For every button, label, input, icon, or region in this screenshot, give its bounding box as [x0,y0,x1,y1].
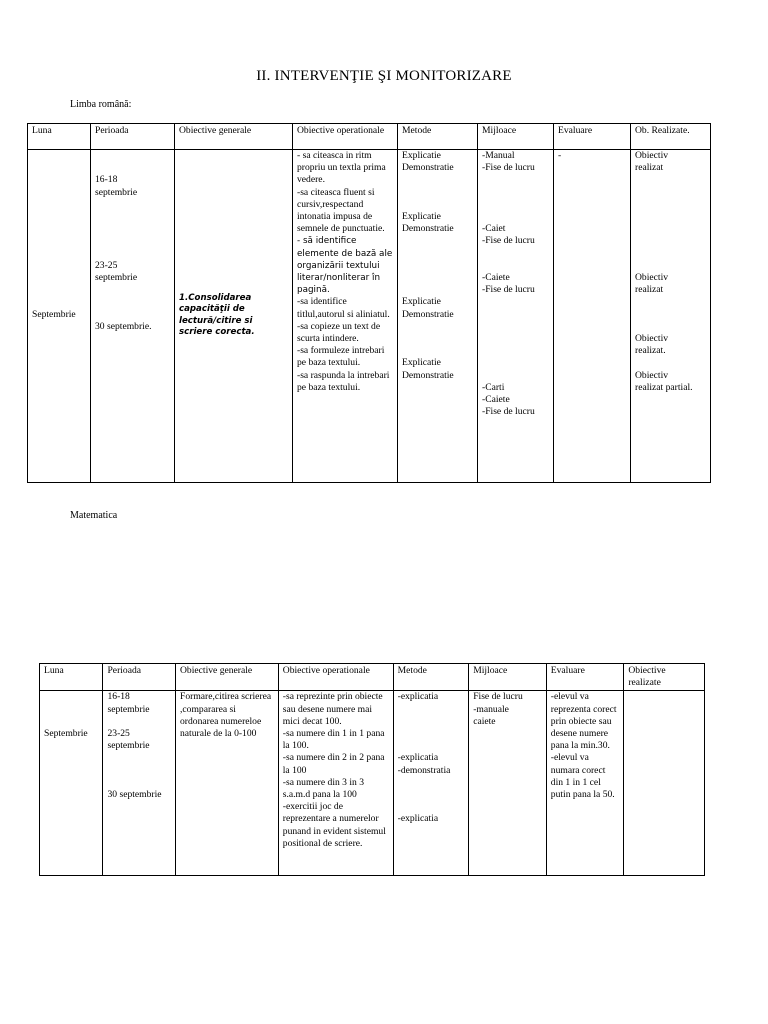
cell-obiective-generale: 1.Consolidarea capacităţii de lectură/citire si scriere corecta. [175,150,293,483]
table-row [28,150,711,483]
cell-evaluare: -elevul va reprezenta corect prin obiecte sau desene numere pana la min.30. -elevul va numara corect din 1 in 1 cel putin pana la 50. [546,691,624,876]
header-cell-obiective-operationale: Obiective operationale [278,664,393,691]
subject-label-matematica: Matematica [70,510,118,521]
header-cell-luna: Luna [28,124,91,150]
header-cell-obiective-operationale: Obiective operationale [293,124,398,150]
header-cell-obiective-generale: Obiective generale [175,124,293,150]
obiective-operationale-part-2: - să identifice elemente de bază ale organizării textului literar/nonliterar în pagină. [297,236,393,296]
header-cell-luna: Luna [40,664,103,691]
header-cell-perioada: Perioada [91,124,175,150]
cell-obiective-generale: Formare,citirea scrierea ,compararea si ordonarea numereloe naturale de la 0-100 [176,691,279,876]
cell-obiective-operationale: -sa reprezinte prin obiecte sau desene numere mai mici decat 100. -sa numere din 1 in 1 pana la 100. -sa numere din 2 in 2 pana la 100 -sa numere din 3 in 3 s.a.m.d pana la 100 -exercitii joc de reprezentare a numerelor punand in evident sistemul positional de scriere. [278,691,393,876]
obiective-operationale-part-3: -sa identifice titlul,autorul si aliniatul. -sa copieze un text de scurta intindere. -sa formuleze intrebari pe baza textului. -sa raspunda la intrebari pe baza textului. [297,296,390,393]
header-cell-evaluare: Evaluare [546,664,624,691]
header-cell-obiective-generale: Obiective generale [176,664,279,691]
page-title: II. INTERVENŢIE ŞI MONITORIZARE [256,68,512,84]
cell-obiective-operationale [293,150,398,483]
plan-table-romana [27,123,711,483]
table-header-row [28,124,711,150]
cell-realizate [624,691,705,876]
header-cell-metode: Metode [393,664,469,691]
cell-realizate: Obiectiv realizat Obiectiv realizat Obiectiv realizat. Obiectiv realizat partial. [631,150,711,483]
cell-perioada: 16-18 septembrie 23-25 septembrie 30 septembrie. [91,150,175,483]
table-header-row [40,664,705,691]
plan-table-matematica [39,663,705,876]
cell-mijloace: Fise de lucru -manuale caiete [469,691,547,876]
subject-label-romana: Limba română: [70,99,132,110]
cell-metode: -explicatia -explicatia -demonstratia -explicatia [393,691,469,876]
header-cell-metode: Metode [398,124,478,150]
cell-luna-text: Septembrie [44,728,88,740]
cell-perioada: 16-18 septembrie 23-25 septembrie 30 septembrie [103,691,176,876]
header-cell-realizate: Ob. Realizate. [631,124,711,150]
header-cell-realizate: Obiective realizate [624,664,705,691]
header-cell-mijloace: Mijloace [478,124,554,150]
cell-mijloace: -Manual -Fise de lucru -Caiet -Fise de lucru -Caiete -Fise de lucru -Carti -Caiete -Fise de lucru [478,150,554,483]
header-cell-mijloace: Mijloace [469,664,547,691]
header-cell-evaluare: Evaluare [554,124,631,150]
cell-luna [40,691,103,876]
cell-metode: Explicatie Demonstratie Explicatie Demonstratie Explicatie Demonstratie Explicatie Demonstratie [398,150,478,483]
header-cell-perioada: Perioada [103,664,176,691]
cell-luna: Septembrie [28,150,91,483]
table-row [40,691,705,876]
obiective-operationale-part-1: - sa citeasca in ritm propriu un textla prima vedere. -sa citeasca fluent si cursiv,respectand intonatia impusa de semnele de punctuatie. [297,150,386,235]
cell-evaluare: - [554,150,631,483]
